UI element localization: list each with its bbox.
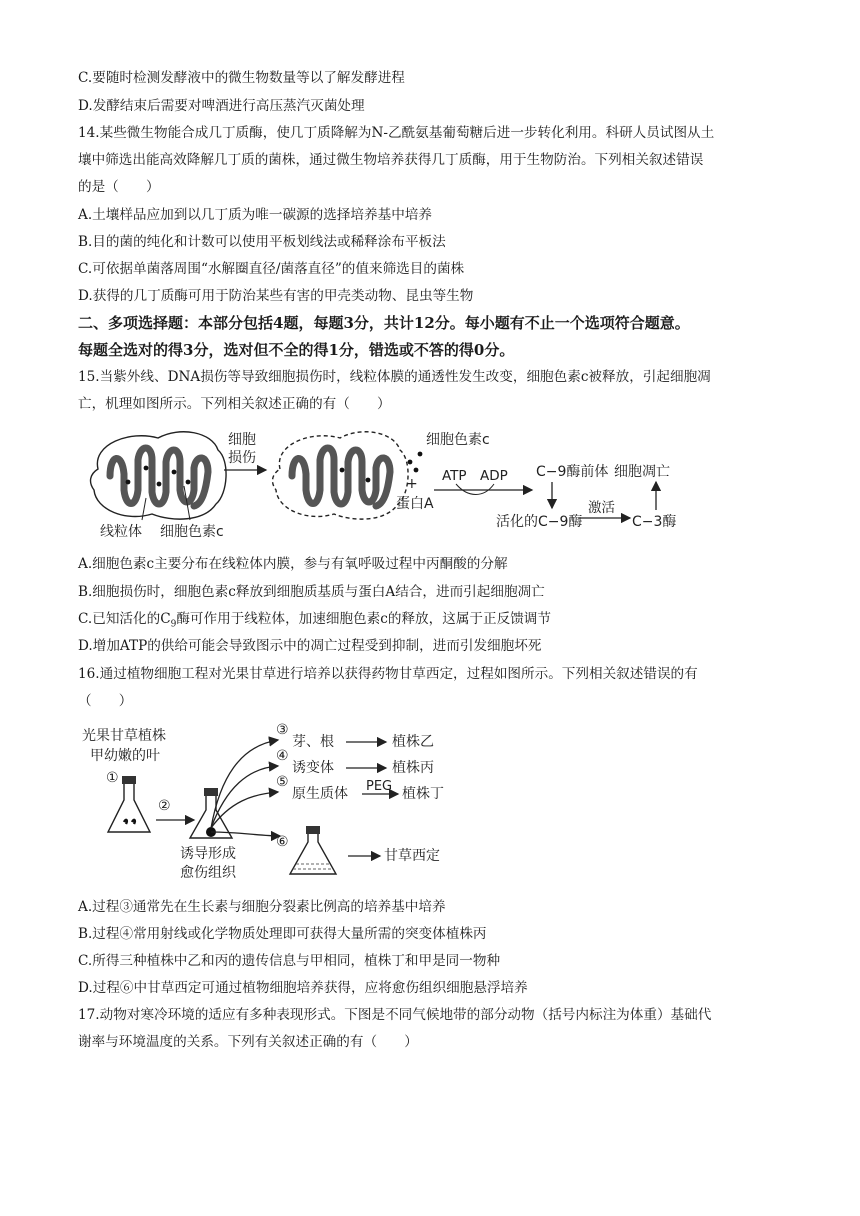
q14-option-b: B.目的菌的纯化和计数可以使用平板划线法或稀释涂布平板法 xyxy=(78,234,446,250)
flask-2-shape xyxy=(190,788,232,838)
q15-apoptosis-figure xyxy=(80,424,700,548)
section-2-heading-line-2: 每题全选对的得3分，选对但不全的得1分，错选或不答的得0分。 xyxy=(78,341,515,359)
label-atp: ATP xyxy=(442,468,467,484)
label-activated-c9: 活化的C−9酶 xyxy=(496,514,583,530)
label-product: 甘草西定 xyxy=(384,848,440,864)
label-cytochrome-c: 细胞色素c xyxy=(160,524,224,540)
flask-3-shape xyxy=(290,826,336,874)
section-2-heading-line-1: 二、多项选择题：本部分包括4题，每题3分，共计12分。每小题有不止一个选项符合题意。 xyxy=(78,314,690,332)
label-cell-damage-1: 细胞 xyxy=(228,432,256,448)
label-plant-2: 甲幼嫩的叶 xyxy=(90,748,160,764)
label-step-2: ② xyxy=(158,798,171,814)
q14-option-c: C.可依据单菌落周围“水解圈直径/菌落直径”的值来筛选目的菌株 xyxy=(78,261,465,277)
q13-option-d: D.发酵结束后需要对啤酒进行高压蒸汽灭菌处理 xyxy=(78,98,365,114)
q13-option-c: C.要随时检测发酵液中的微生物数量等以了解发酵进程 xyxy=(78,70,405,86)
q15-option-c: C.已知活化的$C_9$酶可作用于线粒体，加速细胞色素c的释放，这属于正反馈调节 xyxy=(78,611,551,630)
mitochondrion-intact-shape xyxy=(91,432,227,519)
q16-stem-line-2: （ ） xyxy=(78,693,133,709)
label-protein-a: 蛋白A xyxy=(396,496,434,512)
q16-stem-line-1: 16.通过植物细胞工程对光果甘草进行培养以获得药物甘草西定，过程如图所示。下列相关叙述错误的有 xyxy=(78,666,698,682)
label-plant-ding: 植株丁 xyxy=(402,786,444,802)
label-cyt-c-released: 细胞色素c xyxy=(426,432,490,448)
label-step-3: ③ xyxy=(276,722,289,738)
label-activate: 激活 xyxy=(588,500,615,516)
label-adp: ADP xyxy=(480,468,508,484)
q17-stem-line-1: 17.动物对寒冷环境的适应有多种表现形式。下图是不同气候地带的部分动物（括号内标注为体重）基础代 xyxy=(78,1007,712,1023)
q15-option-d: D.增加ATP的供给可能会导致图示中的凋亡过程受到抑制，进而引发细胞坏死 xyxy=(78,638,542,654)
label-c9-precursor: C−9酶前体 xyxy=(536,464,609,480)
q15-option-b: B.细胞损伤时，细胞色素c释放到细胞质基质与蛋白A结合，进而引起细胞凋亡 xyxy=(78,584,545,600)
label-callus-2: 愈伤组织 xyxy=(180,865,236,881)
q16-tissue-culture-figure xyxy=(80,718,480,888)
label-step-5: ⑤ xyxy=(276,774,289,790)
label-callus-1: 诱导形成 xyxy=(180,846,236,862)
label-step-4: ④ xyxy=(276,748,289,764)
q14-stem-line-3: 的是（ ） xyxy=(78,179,160,195)
q15-stem-line-1: 15.当紫外线、DNA损伤等导致细胞损伤时，线粒体膜的通透性发生改变，细胞色素c被释放，引起细胞凋 xyxy=(78,369,711,385)
label-plus: + xyxy=(406,476,418,492)
q14-stem-line-1: 14.某些微生物能合成几丁质酶，使几丁质降解为N-乙酰氨基葡萄糖后进一步转化利用。科研人员试图从土 xyxy=(78,125,715,141)
mitochondrion-damaged-shape xyxy=(273,432,409,519)
label-plant-yi: 植株乙 xyxy=(392,734,434,750)
label-apoptosis: 细胞凋亡 xyxy=(614,464,670,480)
label-peg: PEG xyxy=(366,779,393,794)
q14-option-d: D.获得的几丁质酶可用于防治某些有害的甲壳类动物、昆虫等生物 xyxy=(78,288,474,304)
label-bud-root: 芽、根 xyxy=(292,734,334,750)
q14-option-a: A.土壤样品应加到以几丁质为唯一碳源的选择培养基中培养 xyxy=(78,207,432,223)
q15-option-a: A.细胞色素c主要分布在线粒体内膜，参与有氧呼吸过程中丙酮酸的分解 xyxy=(78,556,508,572)
q16-option-d: D.过程⑥中甘草西定可通过植物细胞培养获得，应将愈伤组织细胞悬浮培养 xyxy=(78,980,528,996)
label-plant-1: 光果甘草植株 xyxy=(82,728,166,744)
q16-option-b: B.过程④常用射线或化学物质处理即可获得大量所需的突变体植株丙 xyxy=(78,926,487,942)
label-mitochondrion: 线粒体 xyxy=(100,524,142,540)
label-plant-bing: 植株丙 xyxy=(392,760,434,776)
label-mutant: 诱变体 xyxy=(292,760,334,776)
q16-option-c: C.所得三种植株中乙和丙的遗传信息与甲相同，植株丁和甲是同一物种 xyxy=(78,953,501,969)
q14-stem-line-2: 壤中筛选出能高效降解几丁质的菌株，通过微生物培养获得几丁质酶，用于生物防治。下列相关叙述错误 xyxy=(78,152,704,168)
label-step-6: ⑥ xyxy=(276,834,289,850)
q16-option-a: A.过程③通常先在生长素与细胞分裂素比例高的培养基中培养 xyxy=(78,899,446,915)
label-step-1: ① xyxy=(106,770,119,786)
q15-stem-line-2: 亡，机理如图所示。下列相关叙述正确的有（ ） xyxy=(78,396,391,412)
label-protoplast: 原生质体 xyxy=(292,786,348,802)
label-c3: C−3酶 xyxy=(632,514,677,530)
q17-stem-line-2: 谢率与环境温度的关系。下列有关叙述正确的有（ ） xyxy=(78,1034,418,1050)
label-cell-damage-2: 损伤 xyxy=(228,450,256,466)
